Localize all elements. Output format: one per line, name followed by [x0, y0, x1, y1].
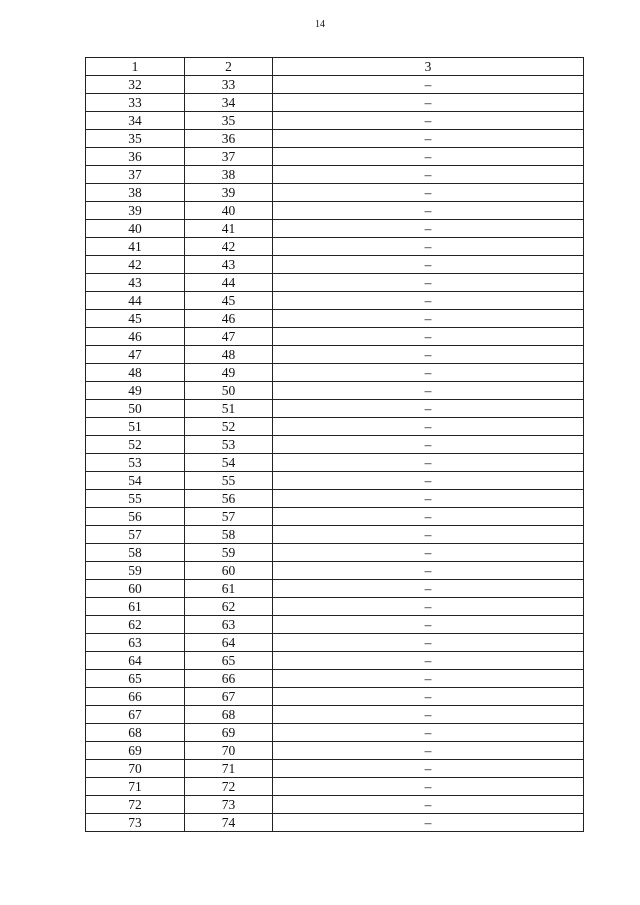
- table-cell-col-1: 65: [86, 670, 185, 688]
- table-row: [86, 796, 584, 814]
- table-cell-col-1: 58: [86, 544, 185, 562]
- table-cell-col-1: 43: [86, 274, 185, 292]
- table-cell-col-1: 36: [86, 148, 185, 166]
- table-cell-col-2: 71: [185, 760, 273, 778]
- table-cell-col-3: –: [273, 742, 584, 760]
- column-header-1: 1: [86, 58, 185, 76]
- table-cell-col-2: 63: [185, 616, 273, 634]
- table-row: [86, 148, 584, 166]
- table-cell-col-3: –: [273, 670, 584, 688]
- table-cell-col-1: 54: [86, 472, 185, 490]
- table-cell-col-1: 38: [86, 184, 185, 202]
- table-cell-col-3: –: [273, 724, 584, 742]
- table-cell-col-2: 57: [185, 508, 273, 526]
- column-header-2: 2: [185, 58, 273, 76]
- table-body: [86, 76, 584, 832]
- table-cell-col-2: 37: [185, 148, 273, 166]
- table-row: [86, 544, 584, 562]
- table-cell-col-2: 67: [185, 688, 273, 706]
- table-cell-col-3: –: [273, 76, 584, 94]
- table-cell-col-3: –: [273, 508, 584, 526]
- table-row: [86, 364, 584, 382]
- table-cell-col-2: 49: [185, 364, 273, 382]
- table-cell-col-3: –: [273, 814, 584, 832]
- table-cell-col-1: 73: [86, 814, 185, 832]
- table-cell-col-2: 41: [185, 220, 273, 238]
- table-row: [86, 490, 584, 508]
- table-cell-col-2: 36: [185, 130, 273, 148]
- table-cell-col-1: 55: [86, 490, 185, 508]
- table-row: [86, 436, 584, 454]
- table-cell-col-1: 62: [86, 616, 185, 634]
- table-cell-col-3: –: [273, 238, 584, 256]
- table-row: [86, 382, 584, 400]
- table-cell-col-3: –: [273, 184, 584, 202]
- table-cell-col-1: 60: [86, 580, 185, 598]
- table-row: [86, 760, 584, 778]
- table-cell-col-3: –: [273, 346, 584, 364]
- table-cell-col-2: 48: [185, 346, 273, 364]
- table-cell-col-3: –: [273, 220, 584, 238]
- table-cell-col-1: 33: [86, 94, 185, 112]
- table-row: [86, 598, 584, 616]
- table-row: [86, 688, 584, 706]
- table-cell-col-3: –: [273, 544, 584, 562]
- table-cell-col-1: 40: [86, 220, 185, 238]
- table-cell-col-2: 72: [185, 778, 273, 796]
- table-cell-col-2: 59: [185, 544, 273, 562]
- table-row: [86, 328, 584, 346]
- table-cell-col-3: –: [273, 166, 584, 184]
- table-row: [86, 310, 584, 328]
- table-row: [86, 580, 584, 598]
- table-cell-col-1: 66: [86, 688, 185, 706]
- table-cell-col-2: 73: [185, 796, 273, 814]
- table-cell-col-3: –: [273, 526, 584, 544]
- table-cell-col-2: 74: [185, 814, 273, 832]
- table-row: [86, 670, 584, 688]
- table-cell-col-2: 53: [185, 436, 273, 454]
- table-cell-col-1: 69: [86, 742, 185, 760]
- table-cell-col-1: 44: [86, 292, 185, 310]
- table-cell-col-3: –: [273, 418, 584, 436]
- table-cell-col-1: 39: [86, 202, 185, 220]
- table-cell-col-1: 50: [86, 400, 185, 418]
- column-header-3: 3: [273, 58, 584, 76]
- table-cell-col-2: 44: [185, 274, 273, 292]
- table-cell-col-2: 55: [185, 472, 273, 490]
- table-row: [86, 400, 584, 418]
- table-cell-col-1: 47: [86, 346, 185, 364]
- table-cell-col-3: –: [273, 796, 584, 814]
- table-cell-col-1: 49: [86, 382, 185, 400]
- table-cell-col-2: 62: [185, 598, 273, 616]
- table-cell-col-3: –: [273, 256, 584, 274]
- table-row: [86, 508, 584, 526]
- data-table: [85, 57, 584, 832]
- table-cell-col-2: 38: [185, 166, 273, 184]
- table-row: [86, 742, 584, 760]
- table-row: [86, 238, 584, 256]
- table-cell-col-1: 51: [86, 418, 185, 436]
- table-cell-col-2: 56: [185, 490, 273, 508]
- table-row: [86, 202, 584, 220]
- table-cell-col-2: 33: [185, 76, 273, 94]
- page-number: 14: [315, 19, 325, 30]
- table-cell-col-3: –: [273, 292, 584, 310]
- table-cell-col-1: 63: [86, 634, 185, 652]
- table-cell-col-3: –: [273, 130, 584, 148]
- table-cell-col-2: 39: [185, 184, 273, 202]
- table-row: [86, 634, 584, 652]
- table-cell-col-3: –: [273, 598, 584, 616]
- table-cell-col-3: –: [273, 634, 584, 652]
- table-cell-col-2: 54: [185, 454, 273, 472]
- table-cell-col-3: –: [273, 328, 584, 346]
- table-row: [86, 184, 584, 202]
- table-cell-col-2: 35: [185, 112, 273, 130]
- table-row: [86, 778, 584, 796]
- table-row: [86, 526, 584, 544]
- table-cell-col-3: –: [273, 706, 584, 724]
- table-cell-col-1: 41: [86, 238, 185, 256]
- table-cell-col-3: –: [273, 148, 584, 166]
- table-cell-col-2: 50: [185, 382, 273, 400]
- table-cell-col-3: –: [273, 400, 584, 418]
- table-cell-col-3: –: [273, 490, 584, 508]
- table-cell-col-2: 69: [185, 724, 273, 742]
- table-cell-col-1: 64: [86, 652, 185, 670]
- table-row: [86, 166, 584, 184]
- table-cell-col-1: 46: [86, 328, 185, 346]
- table-cell-col-1: 67: [86, 706, 185, 724]
- table-row: [86, 616, 584, 634]
- table-cell-col-3: –: [273, 274, 584, 292]
- table-cell-col-3: –: [273, 202, 584, 220]
- table-cell-col-3: –: [273, 562, 584, 580]
- table-cell-col-2: 61: [185, 580, 273, 598]
- table-row: [86, 814, 584, 832]
- table-cell-col-2: 42: [185, 238, 273, 256]
- table-cell-col-1: 35: [86, 130, 185, 148]
- table-cell-col-2: 64: [185, 634, 273, 652]
- table-cell-col-1: 57: [86, 526, 185, 544]
- table-row: [86, 652, 584, 670]
- table-cell-col-2: 65: [185, 652, 273, 670]
- table-row: [86, 724, 584, 742]
- table-row: [86, 706, 584, 724]
- table-row: [86, 472, 584, 490]
- table-cell-col-2: 68: [185, 706, 273, 724]
- table-cell-col-2: 43: [185, 256, 273, 274]
- table-row: [86, 346, 584, 364]
- table-cell-col-2: 46: [185, 310, 273, 328]
- table-cell-col-1: 61: [86, 598, 185, 616]
- table-row: [86, 454, 584, 472]
- table-row: [86, 562, 584, 580]
- table-cell-col-2: 52: [185, 418, 273, 436]
- table-cell-col-3: –: [273, 652, 584, 670]
- table-row: [86, 292, 584, 310]
- table-cell-col-1: 42: [86, 256, 185, 274]
- table-row: [86, 220, 584, 238]
- table-cell-col-1: 68: [86, 724, 185, 742]
- table-cell-col-3: –: [273, 778, 584, 796]
- table-cell-col-3: –: [273, 112, 584, 130]
- table-cell-col-1: 70: [86, 760, 185, 778]
- table-cell-col-3: –: [273, 94, 584, 112]
- table-row: [86, 76, 584, 94]
- table-cell-col-1: 45: [86, 310, 185, 328]
- table-row: [86, 112, 584, 130]
- table-cell-col-2: 70: [185, 742, 273, 760]
- table-cell-col-2: 34: [185, 94, 273, 112]
- table-cell-col-1: 34: [86, 112, 185, 130]
- table-cell-col-2: 66: [185, 670, 273, 688]
- table-cell-col-3: –: [273, 382, 584, 400]
- table-cell-col-3: –: [273, 688, 584, 706]
- table-cell-col-3: –: [273, 364, 584, 382]
- table-cell-col-2: 58: [185, 526, 273, 544]
- table-cell-col-3: –: [273, 436, 584, 454]
- table-cell-col-3: –: [273, 310, 584, 328]
- table-cell-col-3: –: [273, 616, 584, 634]
- table-cell-col-1: 52: [86, 436, 185, 454]
- table-cell-col-1: 56: [86, 508, 185, 526]
- table-row: [86, 94, 584, 112]
- table-row: [86, 418, 584, 436]
- table-cell-col-3: –: [273, 454, 584, 472]
- table-cell-col-2: 40: [185, 202, 273, 220]
- table-row: [86, 256, 584, 274]
- table-cell-col-2: 45: [185, 292, 273, 310]
- table-cell-col-3: –: [273, 472, 584, 490]
- table-row: [86, 130, 584, 148]
- table-cell-col-1: 59: [86, 562, 185, 580]
- table-cell-col-2: 60: [185, 562, 273, 580]
- table-cell-col-1: 72: [86, 796, 185, 814]
- table-cell-col-1: 32: [86, 76, 185, 94]
- table-cell-col-1: 53: [86, 454, 185, 472]
- table-cell-col-2: 51: [185, 400, 273, 418]
- table-header-row: [86, 58, 584, 76]
- table-cell-col-1: 37: [86, 166, 185, 184]
- table-row: [86, 274, 584, 292]
- table-cell-col-1: 71: [86, 778, 185, 796]
- table-cell-col-2: 47: [185, 328, 273, 346]
- table-cell-col-3: –: [273, 580, 584, 598]
- table-cell-col-1: 48: [86, 364, 185, 382]
- table-cell-col-3: –: [273, 760, 584, 778]
